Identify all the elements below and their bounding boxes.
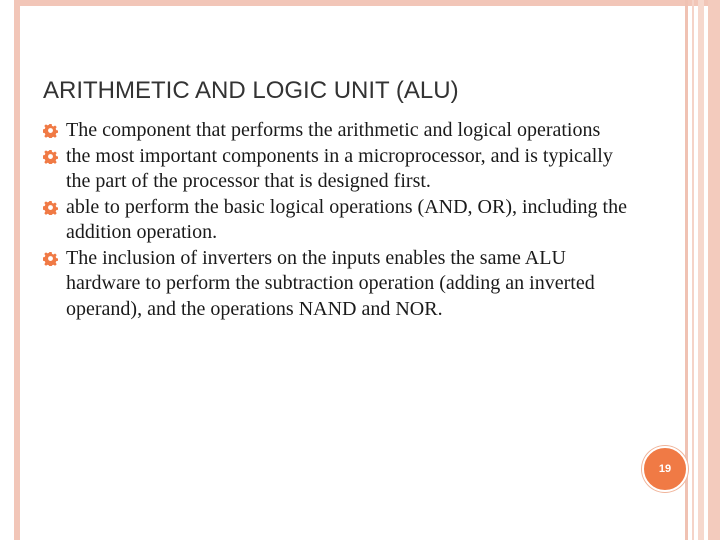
bullet-text: able to perform the basic logical operations (AND, OR), including the addition operation. bbox=[66, 195, 627, 243]
gear-icon bbox=[43, 149, 58, 164]
slide-title: ARITHMETIC AND LOGIC UNIT (ALU) bbox=[43, 77, 459, 104]
bullet-item bbox=[43, 144, 633, 195]
bullet-text: The component that performs the arithmetic and logical operations bbox=[66, 119, 601, 141]
frame-right-stripe bbox=[698, 0, 704, 540]
frame-right-stripe bbox=[692, 0, 694, 540]
gear-icon bbox=[43, 251, 58, 266]
bullet-item bbox=[43, 246, 633, 323]
gear-icon bbox=[43, 200, 58, 215]
frame-top-border bbox=[14, 0, 720, 6]
gear-icon bbox=[43, 123, 58, 138]
bullet-item bbox=[43, 195, 633, 246]
frame-right-stripe bbox=[708, 0, 720, 540]
bullet-item bbox=[43, 118, 633, 144]
bullet-list bbox=[43, 118, 633, 322]
page-number-badge: 19 bbox=[642, 446, 688, 492]
bullet-text: The inclusion of inverters on the inputs enables the same ALU hardware to perform the subtraction operation (adding an inverted operand), and the operations NAND and NOR. bbox=[66, 246, 595, 320]
bullet-text: the most important components in a microprocessor, and is typically the part of the processor that is designed first. bbox=[66, 144, 613, 192]
frame-left-border bbox=[14, 0, 20, 540]
